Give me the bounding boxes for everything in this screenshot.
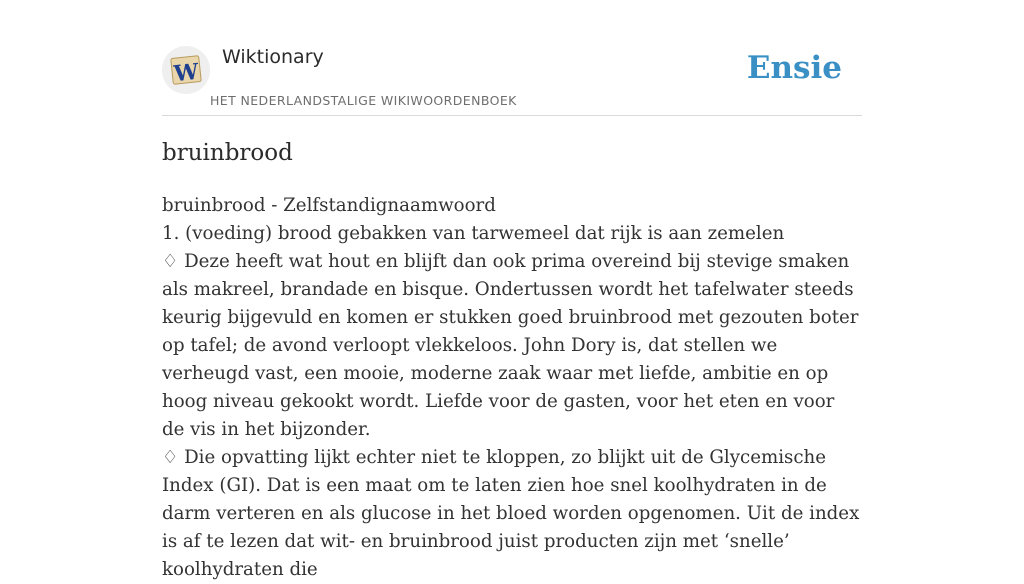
site-tagline: HET NEDERLANDSTALIGE WIKIWOORDENBOEK: [210, 93, 517, 108]
entry-example-1: ♢ Deze heeft wat hout en blijft dan ook prima overeind bij stevige smaken als makreel, brandade en bisque. Ondertussen wordt het tafelwater steeds keurig bijgevuld en komen er stukken goed bruinbrood met gezouten boter op tafel; de avond verloopt vlekkeloos. John Dory is, dat stellen we verheugd vast, een mooie, moderne zaak waar met liefde, ambitie en op hoog niveau gekookt wordt. Liefde voor de gasten, voor het eten en voor de vis in het bijzonder.: [162, 251, 859, 440]
logo-letter: W: [172, 58, 200, 88]
wiktionary-logo-icon[interactable]: [162, 46, 210, 94]
site-header: [162, 0, 862, 116]
entry-example-2: ♢ Die opvatting lijkt echter niet te kloppen, zo blijkt uit de Glycemische Index (GI). Dat is een maat om te laten zien hoe snel koolhydraten in de darm verteren en als glucose in het bloed worden opgenomen. Uit de index is af te lezen dat wit- en bruinbrood juist producten zijn met ‘snelle’ koolhydraten die: [162, 447, 860, 580]
entry-definition: 1. (voeding) brood gebakken van tarwemeel dat rijk is aan zemelen: [162, 223, 785, 244]
entry-heading-line: bruinbrood - Zelfstandignaamwoord: [162, 195, 496, 216]
entry-body: [162, 192, 862, 584]
logo-tile-svg: [162, 46, 210, 94]
entry-title: bruinbrood: [162, 140, 293, 166]
site-name[interactable]: Wiktionary: [222, 46, 324, 68]
ensie-brand-link[interactable]: Ensie: [746, 50, 842, 86]
